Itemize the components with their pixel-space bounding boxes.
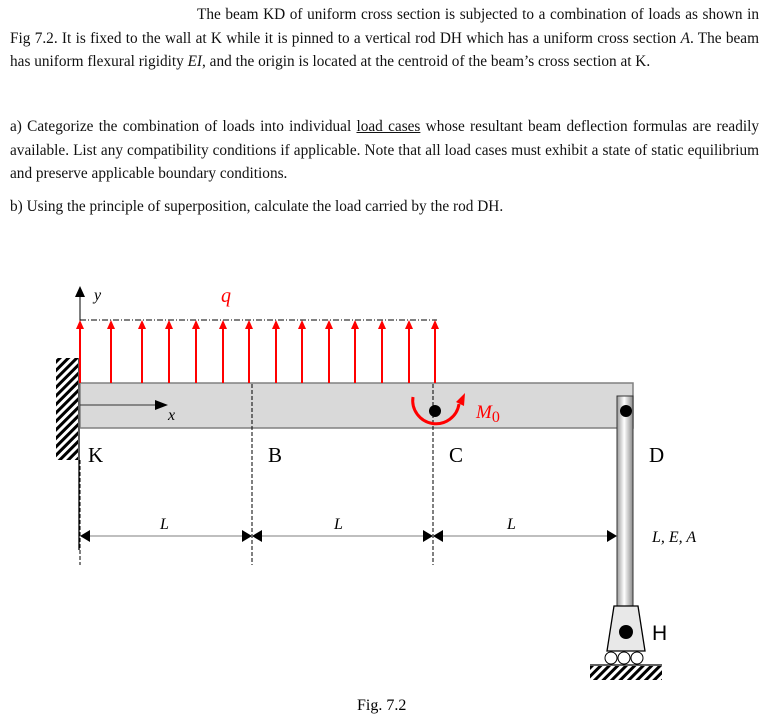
- y-axis-label: y: [94, 287, 102, 304]
- dim-BC: L: [334, 516, 343, 533]
- label-H: H: [652, 622, 668, 645]
- pin-D: [620, 405, 632, 417]
- intro-text-3: , and the origin is located at the centroid of the beam’s cross section at K.: [202, 53, 651, 70]
- intro-text-1: The beam KD of uniform cross section is subjected to a combination of loads as shown in Fig 7.2. It is fixed to the wall at K while it is pinned to a vertical rod DH which has a uniform cross section: [10, 6, 759, 47]
- load-cases-term: load cases: [356, 118, 421, 135]
- intro-text-2: . The beam has uniform flexural rigidity: [10, 29, 759, 70]
- figure-caption: Fig. 7.2: [357, 697, 407, 714]
- load-q-label: q: [221, 285, 231, 307]
- label-C: C: [449, 443, 464, 467]
- distributed-load-q: [76, 320, 439, 383]
- part-b: b) Using the principle of superposition, calculate the load carried by the rod DH.: [10, 198, 504, 215]
- rod-properties: L, E, A: [652, 529, 697, 546]
- dim-CD: L: [507, 516, 516, 533]
- label-K: K: [88, 443, 104, 467]
- area-symbol: A: [680, 29, 690, 47]
- moment-label: $M_0$: [476, 402, 500, 426]
- rod-DH: [617, 396, 633, 608]
- fixed-wall-hatch: [56, 358, 78, 460]
- dim-KB: L: [160, 516, 169, 533]
- rigidity-symbol: EI: [187, 53, 203, 70]
- label-B: B: [268, 443, 283, 467]
- x-axis-label: x: [168, 407, 176, 424]
- part-a-prefix: a) Categorize the combination of loads into individual: [10, 118, 357, 135]
- point-C-marker: [429, 405, 441, 417]
- pin-H: [619, 625, 633, 639]
- part-a-suffix: whose resultant beam deflection formulas are readily available. List any compatibility conditions if applicable. Note that all load cases must exhibit a state of static equilibrium and preserve applicable boundary conditions.: [10, 118, 759, 182]
- label-D: D: [649, 443, 665, 467]
